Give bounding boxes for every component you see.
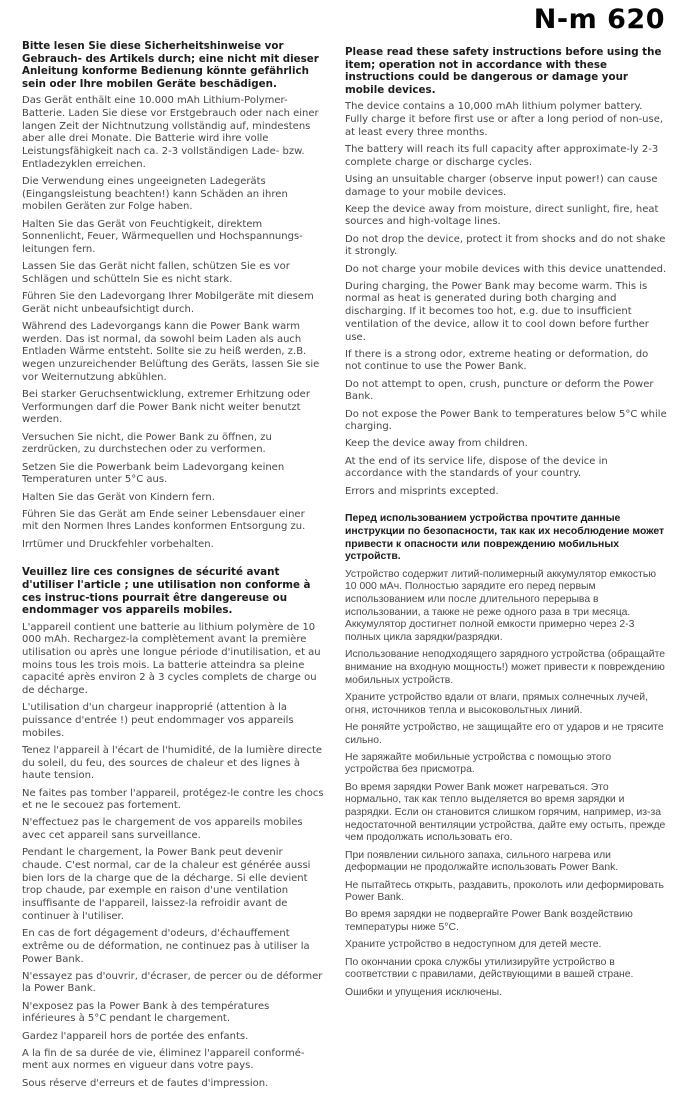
french-paragraph: N'effectuez pas le chargement de vos appareils mobiles avec cet appareil sans surveillance. [22,817,303,842]
english-paragraph: During charging, the Power Bank may become warm. This is normal as heat is generated during both charging and discharging. If it becomes too hot, e.g. due to insufficient ventilation of the device, allow it to cool down before further use. [345,280,649,343]
german-paragraph: Irrtümer und Druckfehler vorbehalten. [22,538,214,550]
english-paragraph: If there is a strong odor, extreme heating or deformation, do not continue to use the Power Bank. [345,348,649,373]
english-paragraph: Do not expose the Power Bank to temperatures below 5°C while charging. [345,408,667,433]
russian-paragraph: Ошибки и упущения исключены. [345,986,502,998]
russian-paragraph: Устройство содержит литий-полимерный аккумулятор емкостью 10 000 мАч. Полностью зарядите его перед первым использованием или после длительного перерыва в использовании, а также не реже одного раза в три месяца. Аккумулятор достигнет полной емкости примерно через 2-3 полных цикла зарядки/разрядки. [345,568,657,644]
english-paragraph: Do not drop the device, protect it from shocks and do not shake it strongly. [345,233,666,258]
german-paragraph: Führen Sie den Ladevorgang Ihrer Mobilgeräte mit diesem Gerät nicht unbeaufsichtigt durch. [22,291,314,315]
english-paragraph: Keep the device away from moisture, direct sunlight, fire, heat sources and high-voltage lines. [345,203,659,228]
russian-paragraph: Использование неподходящего зарядного устройства (обращайте внимание на входную мощность!) может привести к повреждению мобильных устройств. [345,649,666,686]
english-paragraph: At the end of its service life, dispose of the device in accordance with the standards of your country. [345,455,608,480]
french-paragraph: En cas de fort dégagement d'odeurs, d'échauffement extrême ou de déformation, ne continuez pas à utiliser la Power Bank. [22,928,310,965]
german-paragraph: Halten Sie das Gerät von Feuchtigkeit, direktem Sonnenlicht, Feuer, Wärmequellen und Hochspannungs-leitungen fern. [22,218,303,256]
german-paragraph: Führen Sie das Gerät am Ende seiner Lebensdauer einer mit den Normen Ihres Landes konformen Entsorgung zu. [22,508,306,533]
french-paragraph: Gardez l'appareil hors de portée des enfants. [22,1030,249,1042]
french-paragraph: Sous réserve d'erreurs et de fautes d'impression. [22,1077,269,1089]
column-right [345,4,667,1004]
french-paragraph: Tenez l'appareil à l'écart de l'humidité, de la lumière directe du soleil, du feu, des sources de chaleur et des lignes à haute tension. [22,744,323,782]
english-paragraph: The device contains a 10,000 mAh lithium polymer battery. Fully charge it before first use or after a long period of non-use, at least every three months. [345,101,664,138]
french-paragraph: L'appareil contient une batterie au lithium polymère de 10 000 mAh. Rechargez-la complètement avant la première utilisation ou après une longue période d'inutilisation, et au moins tous les trois mois. La batterie atteindra sa pleine capacité après environ 2 à 3 cycles complets de charge ou de décharge. [22,621,321,697]
french-paragraph: Ne faites pas tomber l'appareil, protégez-le contre les chocs et ne le secouez pas fortement. [22,787,324,812]
english-paragraph: The battery will reach its full capacity after approximate-ly 2-3 complete charge or discharge cycles. [345,143,659,168]
russian-paragraph: По окончании срока службы утилизируйте устройство в соответствии с правилами, действующими в вашей стране. [345,956,634,981]
russian-paragraph: Не заряжайте мобильные устройства с помощью этого устройства без присмотра. [345,751,612,776]
english-intro: Please read these safety instructions before using the item; operation not in accordance with these instructions could be dangerous or damage your mobile devices. [345,46,662,97]
german-intro: Bitte lesen Sie diese Sicherheitshinweise vor Gebrauch- des Artikels durch; eine nicht mit dieser Anleitung konforme Bedienung könnte gefährlich sein oder Ihre mobilen Geräte beschädigen. [22,40,319,91]
french-paragraph: N'essayez pas d'ouvrir, d'écraser, de percer ou de déformer la Power Bank. [22,970,323,995]
english-paragraph: Do not charge your mobile devices with this device unattended. [345,263,667,275]
french-paragraph: A la fin de sa durée de vie, éliminez l'appareil conformé-ment aux normes en vigueur dans votre pays. [22,1047,305,1072]
german-paragraph: Das Gerät enthält eine 10.000 mAh Lithium-Polymer-Batterie. Laden Sie diese vor Erstgebrauch oder nach einer langen Zeit der Nichtnutzung vollständig auf, mindestens aber alle drei Monate. Die Batterie wird ihre volle Leistungsfähigkeit nach ca. 2-3 vollständigen Lade- bzw. Entladezyklen erreichen. [22,95,319,170]
french-paragraph: N'exposez pas la Power Bank à des températures inférieures à 5°C pendant le chargement. [22,1000,270,1025]
russian-paragraph: Во время зарядки Power Bank может нагреваться. Это нормально, так как тепло выделяется во время зарядки и разрядки. Если он становится слишком горячим, например, из-за недостаточной вентиляции устройства, дайте ему остыть, прежде чем продолжать использовать его. [345,781,666,844]
russian-paragraph: Не роняйте устройство, не защищайте его от ударов и не трясите сильно. [345,721,664,746]
french-paragraph: L'utilisation d'un chargeur inapproprié (attention à la puissance d'entrée !) peut endommager vos appareils mobiles. [22,702,294,739]
english-paragraph: Using an unsuitable charger (observe input power!) can cause damage to your mobile devices. [345,173,658,198]
german-paragraph: Während des Ladevorgangs kann die Power Bank warm werden. Das ist normal, da sowohl beim Laden als auch Entladen Wärme entsteht. Sollte sie zu heiß werden, z.B. wegen unzureichender Belüftung des Geräts, lassen Sie sie vor Weiternutzung abkühlen. [22,321,320,383]
russian-paragraph: Во время зарядки не подвергайте Power Bank воздействию температуры ниже 5°C. [345,909,633,934]
german-paragraph: Versuchen Sie nicht, die Power Bank zu öffnen, zu zerdrücken, zu durchstechen oder zu verformen. [22,431,272,456]
russian-paragraph: Не пытайтесь открыть, раздавить, проколоть или деформировать Power Bank. [345,879,664,904]
german-paragraph: Halten Sie das Gerät von Kindern fern. [22,491,215,503]
english-paragraph: Do not attempt to open, crush, puncture or deform the Power Bank. [345,378,654,403]
german-paragraph: Setzen Sie die Powerbank beim Ladevorgang keinen Temperaturen unter 5°C aus. [22,461,285,486]
english-paragraph: Errors and misprints excepted. [345,485,499,497]
german-paragraph: Die Verwendung eines ungeeigneten Ladegeräts (Eingangsleistung beachten!) kann Schäden an ihren mobilen Geräten zur Folge haben. [22,176,288,213]
french-paragraph: Pendant le chargement, la Power Bank peut devenir chaude. C'est normal, car de la chaleur est générée aussi bien lors de la charge que de la décharge. Si elle devient trop chaude, par exemple en raison d'une ventilation insuffisante de l'appareil, laissez-la refroidir avant de continuer à l'utiliser. [22,847,311,922]
russian-intro: Перед использованием устройства прочтите данные инструкции по безопасности, так как их несоблюдение может привести к опасности или повреждению мобильных устройств. [345,513,665,563]
english-paragraph: Keep the device away from children. [345,438,528,450]
page-title: N-m 620 [533,4,665,35]
russian-paragraph: Храните устройство в недоступном для детей месте. [345,939,602,951]
russian-paragraph: Храните устройство вдали от влаги, прямых солнечных лучей, огня, источников тепла и высоковольтных линий. [345,691,648,716]
column-left [22,40,324,1095]
german-paragraph: Lassen Sie das Gerät nicht fallen, schützen Sie es vor Schlägen und schütteln Sie es nicht stark. [22,261,290,285]
russian-paragraph: При появлении сильного запаха, сильного нагрева или деформации не продолжайте использовать Power Bank. [345,849,619,874]
german-paragraph: Bei starker Geruchsentwicklung, extremer Erhitzung oder Verformungen darf die Power Bank nicht weiter benutzt werden. [22,389,310,426]
french-intro: Veuillez lire ces consignes de sécurité avant d'utiliser l'article ; une utilisation non conforme à ces instruc-tions pourrait être dangereuse ou endommager vos appareils mobiles. [22,566,311,617]
